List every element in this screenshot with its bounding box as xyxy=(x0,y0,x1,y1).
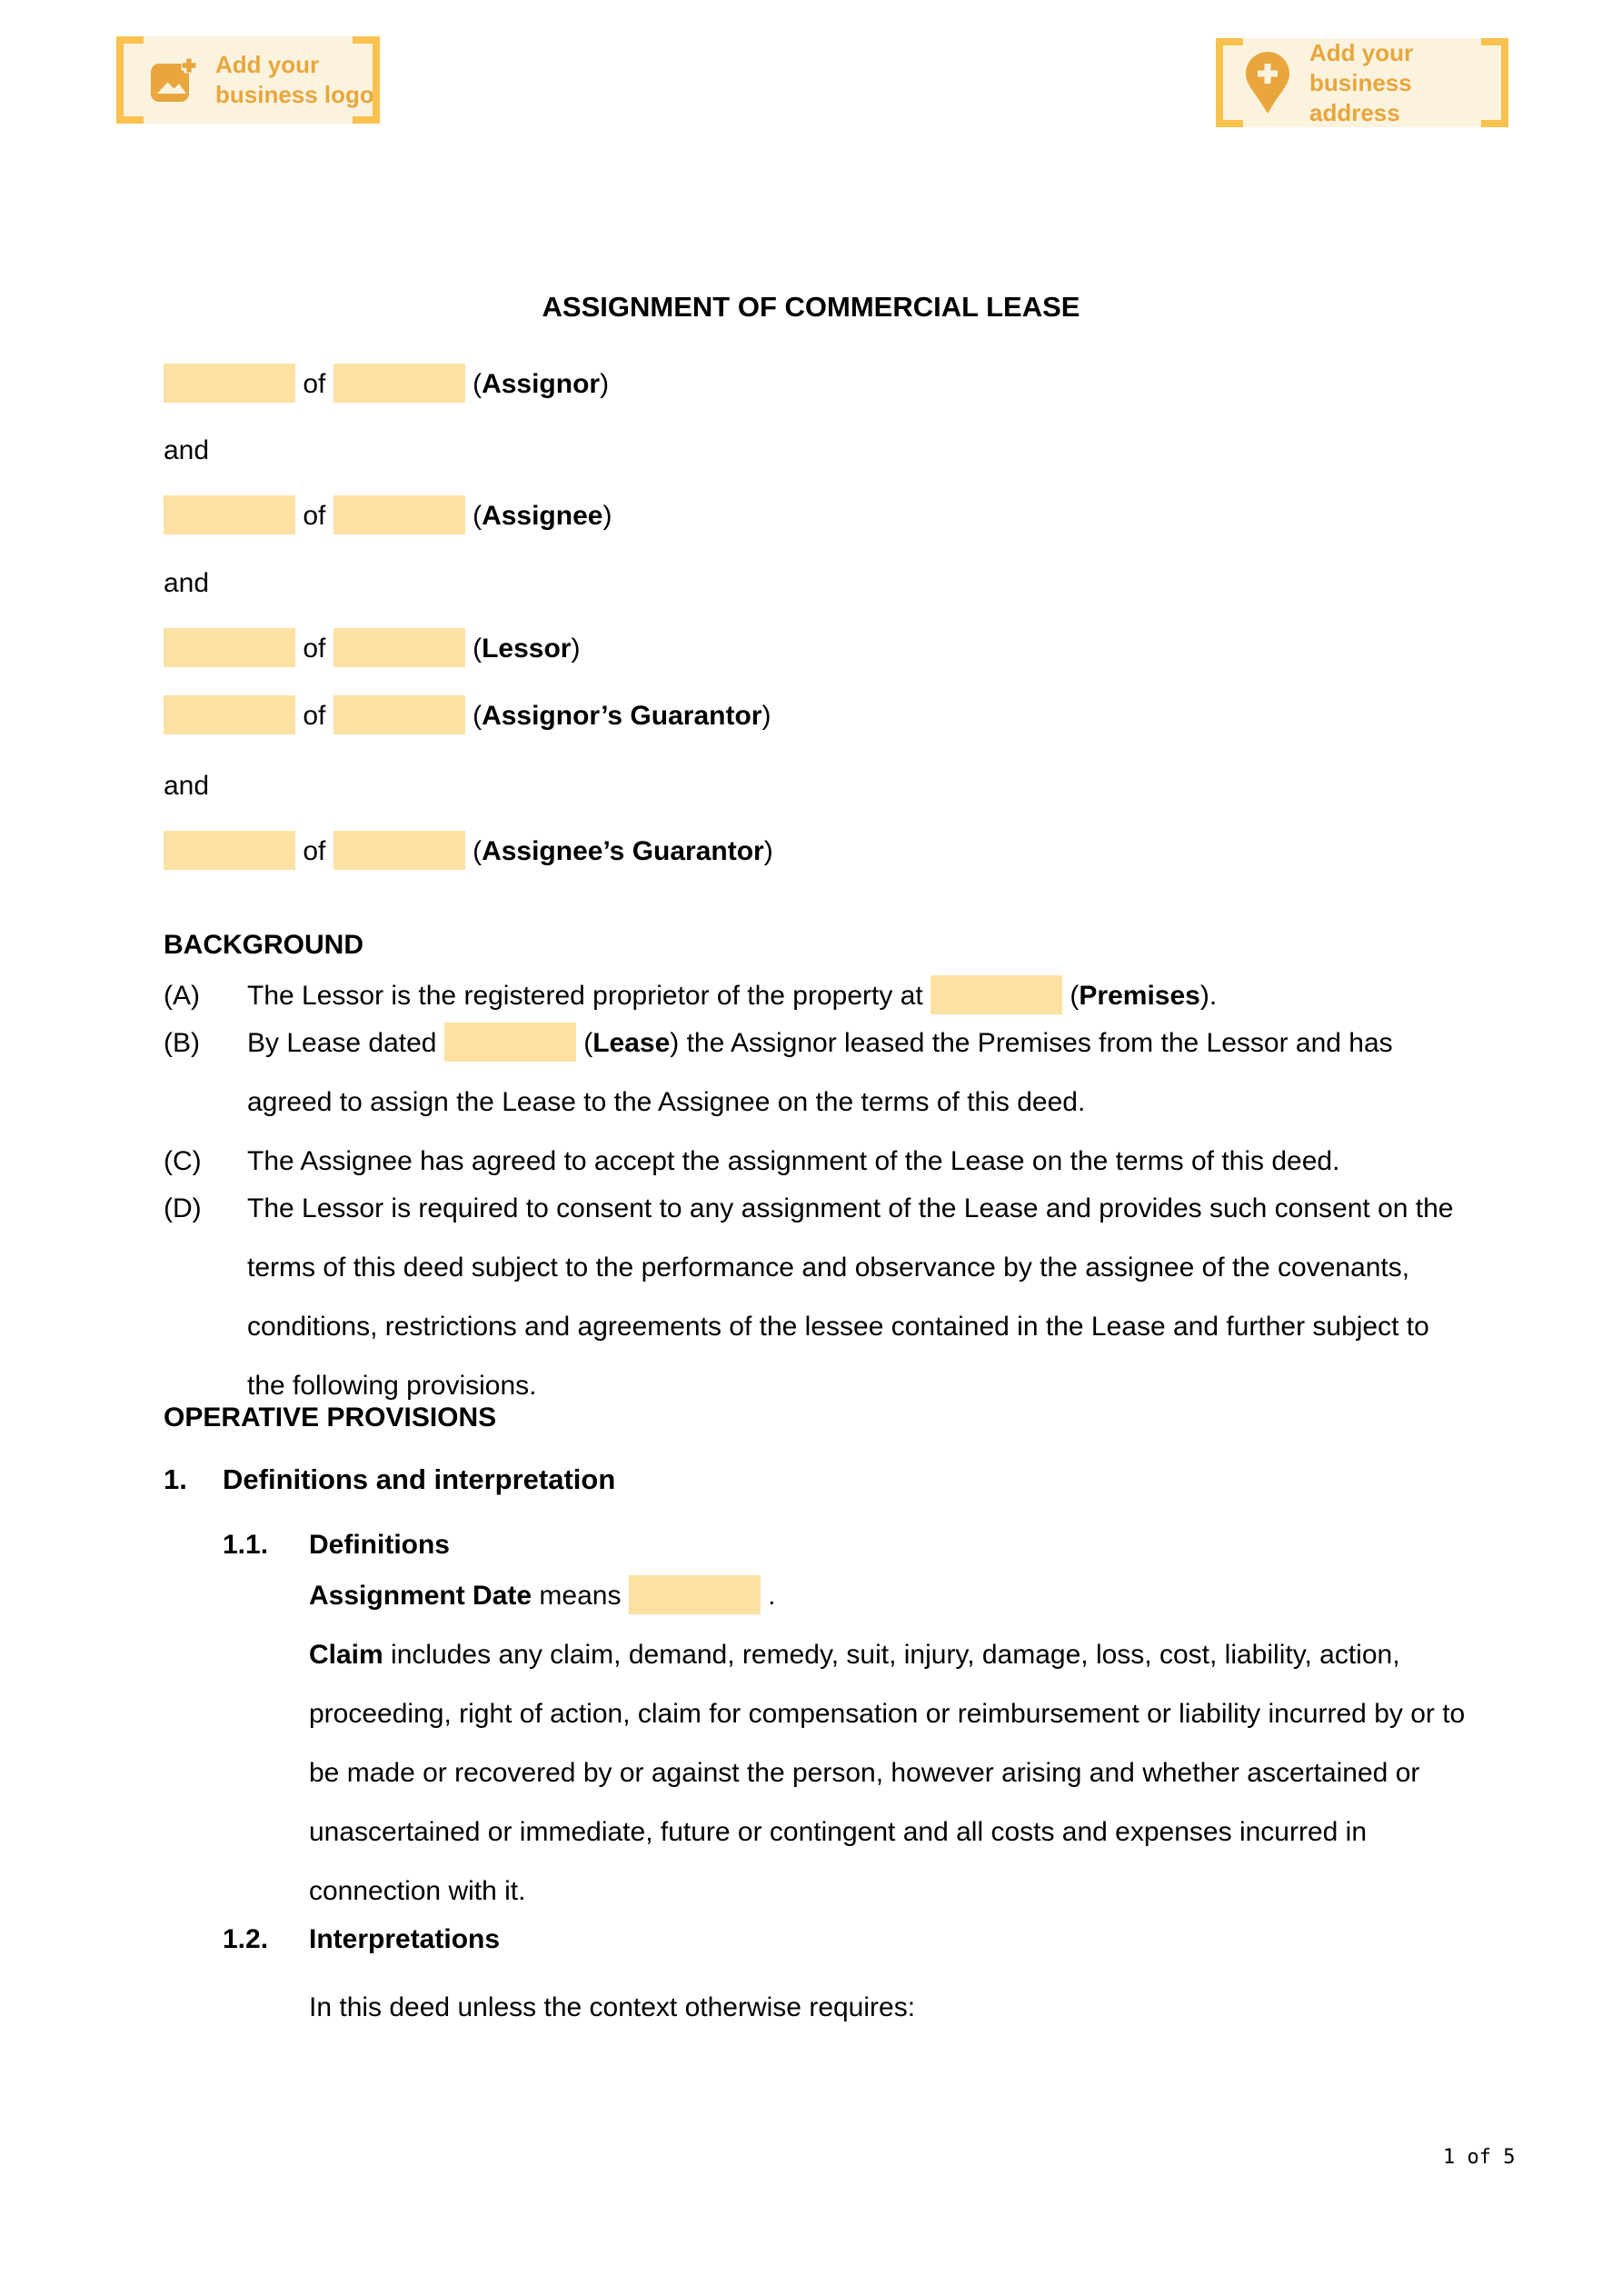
party-line-assignee xyxy=(164,496,612,535)
add-logo-line2: business logo xyxy=(215,81,374,108)
party-label: (Assignor’s Guarantor) xyxy=(473,701,771,731)
party-label: (Lessor) xyxy=(473,634,581,664)
placeholder-field[interactable] xyxy=(164,628,295,667)
party-line-assignee-guarantor xyxy=(164,832,773,871)
bracket-right xyxy=(1481,38,1508,127)
page-title: ASSIGNMENT OF COMMERCIAL LEASE xyxy=(542,291,1080,323)
party-line-lessor xyxy=(164,629,580,668)
placeholder-field[interactable] xyxy=(333,495,465,534)
connector-and: and xyxy=(164,771,210,801)
party-line-assignor-guarantor xyxy=(164,696,771,735)
item-label: (D) xyxy=(164,1193,202,1223)
party-label: (Assignee) xyxy=(473,501,612,531)
connector-and: and xyxy=(164,435,210,465)
placeholder-field[interactable] xyxy=(333,364,465,403)
background-item-c: (C) The Assignee has agreed to accept the assignment of the Lease on the terms of this deed. xyxy=(247,1132,1467,1191)
placeholder-field[interactable] xyxy=(444,1023,576,1062)
section-1-heading: 1. Definitions and interpretation xyxy=(223,1459,1449,1500)
defined-term: (Premises). xyxy=(1070,981,1218,1011)
definition-claim: Claim includes any claim, demand, remedy, suit, injury, damage, loss, cost, liability, action, proceeding, right of action, claim for compensation or reimbursement or liability incurred by or to be made or recovered by or against the person, however arising and whether ascertained or unascertained or immediate, future or contingent and all costs and expenses incurred in connection with it. xyxy=(309,1640,1466,1906)
add-logo-line1: Add your xyxy=(215,51,320,78)
add-logo-label xyxy=(215,50,374,110)
item-label: (A) xyxy=(164,981,200,1011)
connector-of: of xyxy=(303,634,326,664)
placeholder-field[interactable] xyxy=(164,364,295,403)
placeholder-field[interactable] xyxy=(164,695,295,734)
add-address-label xyxy=(1309,38,1508,128)
bracket-left xyxy=(116,36,144,124)
interpretation-intro: In this deed unless the context otherwise requires: xyxy=(309,1992,916,2022)
definition-assignment-date: Assignment Date means . xyxy=(309,1566,1477,1625)
operative-heading: OPERATIVE PROVISIONS xyxy=(164,1403,497,1433)
page-indicator: 1 of 5 xyxy=(1443,2146,1516,2169)
section-1-1-heading: 1.1. Definitions xyxy=(309,1525,1445,1564)
subsection-number: 1.2. xyxy=(223,1924,269,1954)
party-line-assignor xyxy=(164,364,609,404)
add-address-line1: Add your xyxy=(1309,38,1414,66)
connector-of: of xyxy=(303,369,326,399)
connector-of: of xyxy=(303,501,326,531)
add-logo-badge[interactable] xyxy=(116,36,380,124)
connector-and: and xyxy=(164,568,210,598)
party-label: (Assignor) xyxy=(473,369,610,399)
placeholder-field[interactable] xyxy=(164,495,295,534)
placeholder-field[interactable] xyxy=(930,975,1062,1014)
placeholder-field[interactable] xyxy=(333,628,465,667)
placeholder-field[interactable] xyxy=(629,1575,761,1614)
background-heading: BACKGROUND xyxy=(164,930,363,960)
bracket-right xyxy=(353,36,380,124)
location-pin-plus-icon xyxy=(1241,48,1294,117)
placeholder-field[interactable] xyxy=(333,695,465,734)
section-number: 1. xyxy=(164,1463,187,1495)
add-address-line2: business address xyxy=(1309,68,1412,126)
connector-of: of xyxy=(303,701,326,731)
background-item-b: (B) By Lease dated (Lease) the Assignor leased the Premises from the Lessor and has agreed to assign the Lease to the Assignee on the terms of this deed. xyxy=(247,1013,1467,1132)
placeholder-field[interactable] xyxy=(333,831,465,870)
connector-of: of xyxy=(303,836,326,866)
add-address-badge[interactable] xyxy=(1216,38,1508,127)
section-1-2-heading: 1.2. Interpretations xyxy=(309,1920,1445,1959)
party-label: (Assignee’s Guarantor) xyxy=(473,836,773,866)
subsection-number: 1.1. xyxy=(223,1530,269,1560)
bracket-left xyxy=(1216,38,1243,127)
defined-term: (Lease) the Assignor leased the Premises from the Lessor and has agreed to assign the Lease to the Assignee on the terms of this deed. xyxy=(247,1028,1393,1117)
item-label: (C) xyxy=(164,1146,202,1176)
background-item-d: (D) The Lessor is required to consent to any assignment of the Lease and provides such consent on the terms of this deed subject to the performance and observance by the assignee of the covenants, conditions, restrictions and agreements of the lessee contained in the Lease and further subject to the following provisions. xyxy=(247,1179,1467,1415)
placeholder-field[interactable] xyxy=(164,831,295,870)
image-plus-icon xyxy=(147,54,200,106)
background-item-a: (A) The Lessor is the registered proprietor of the property at (Premises). xyxy=(247,966,1467,1025)
item-label: (B) xyxy=(164,1028,200,1058)
